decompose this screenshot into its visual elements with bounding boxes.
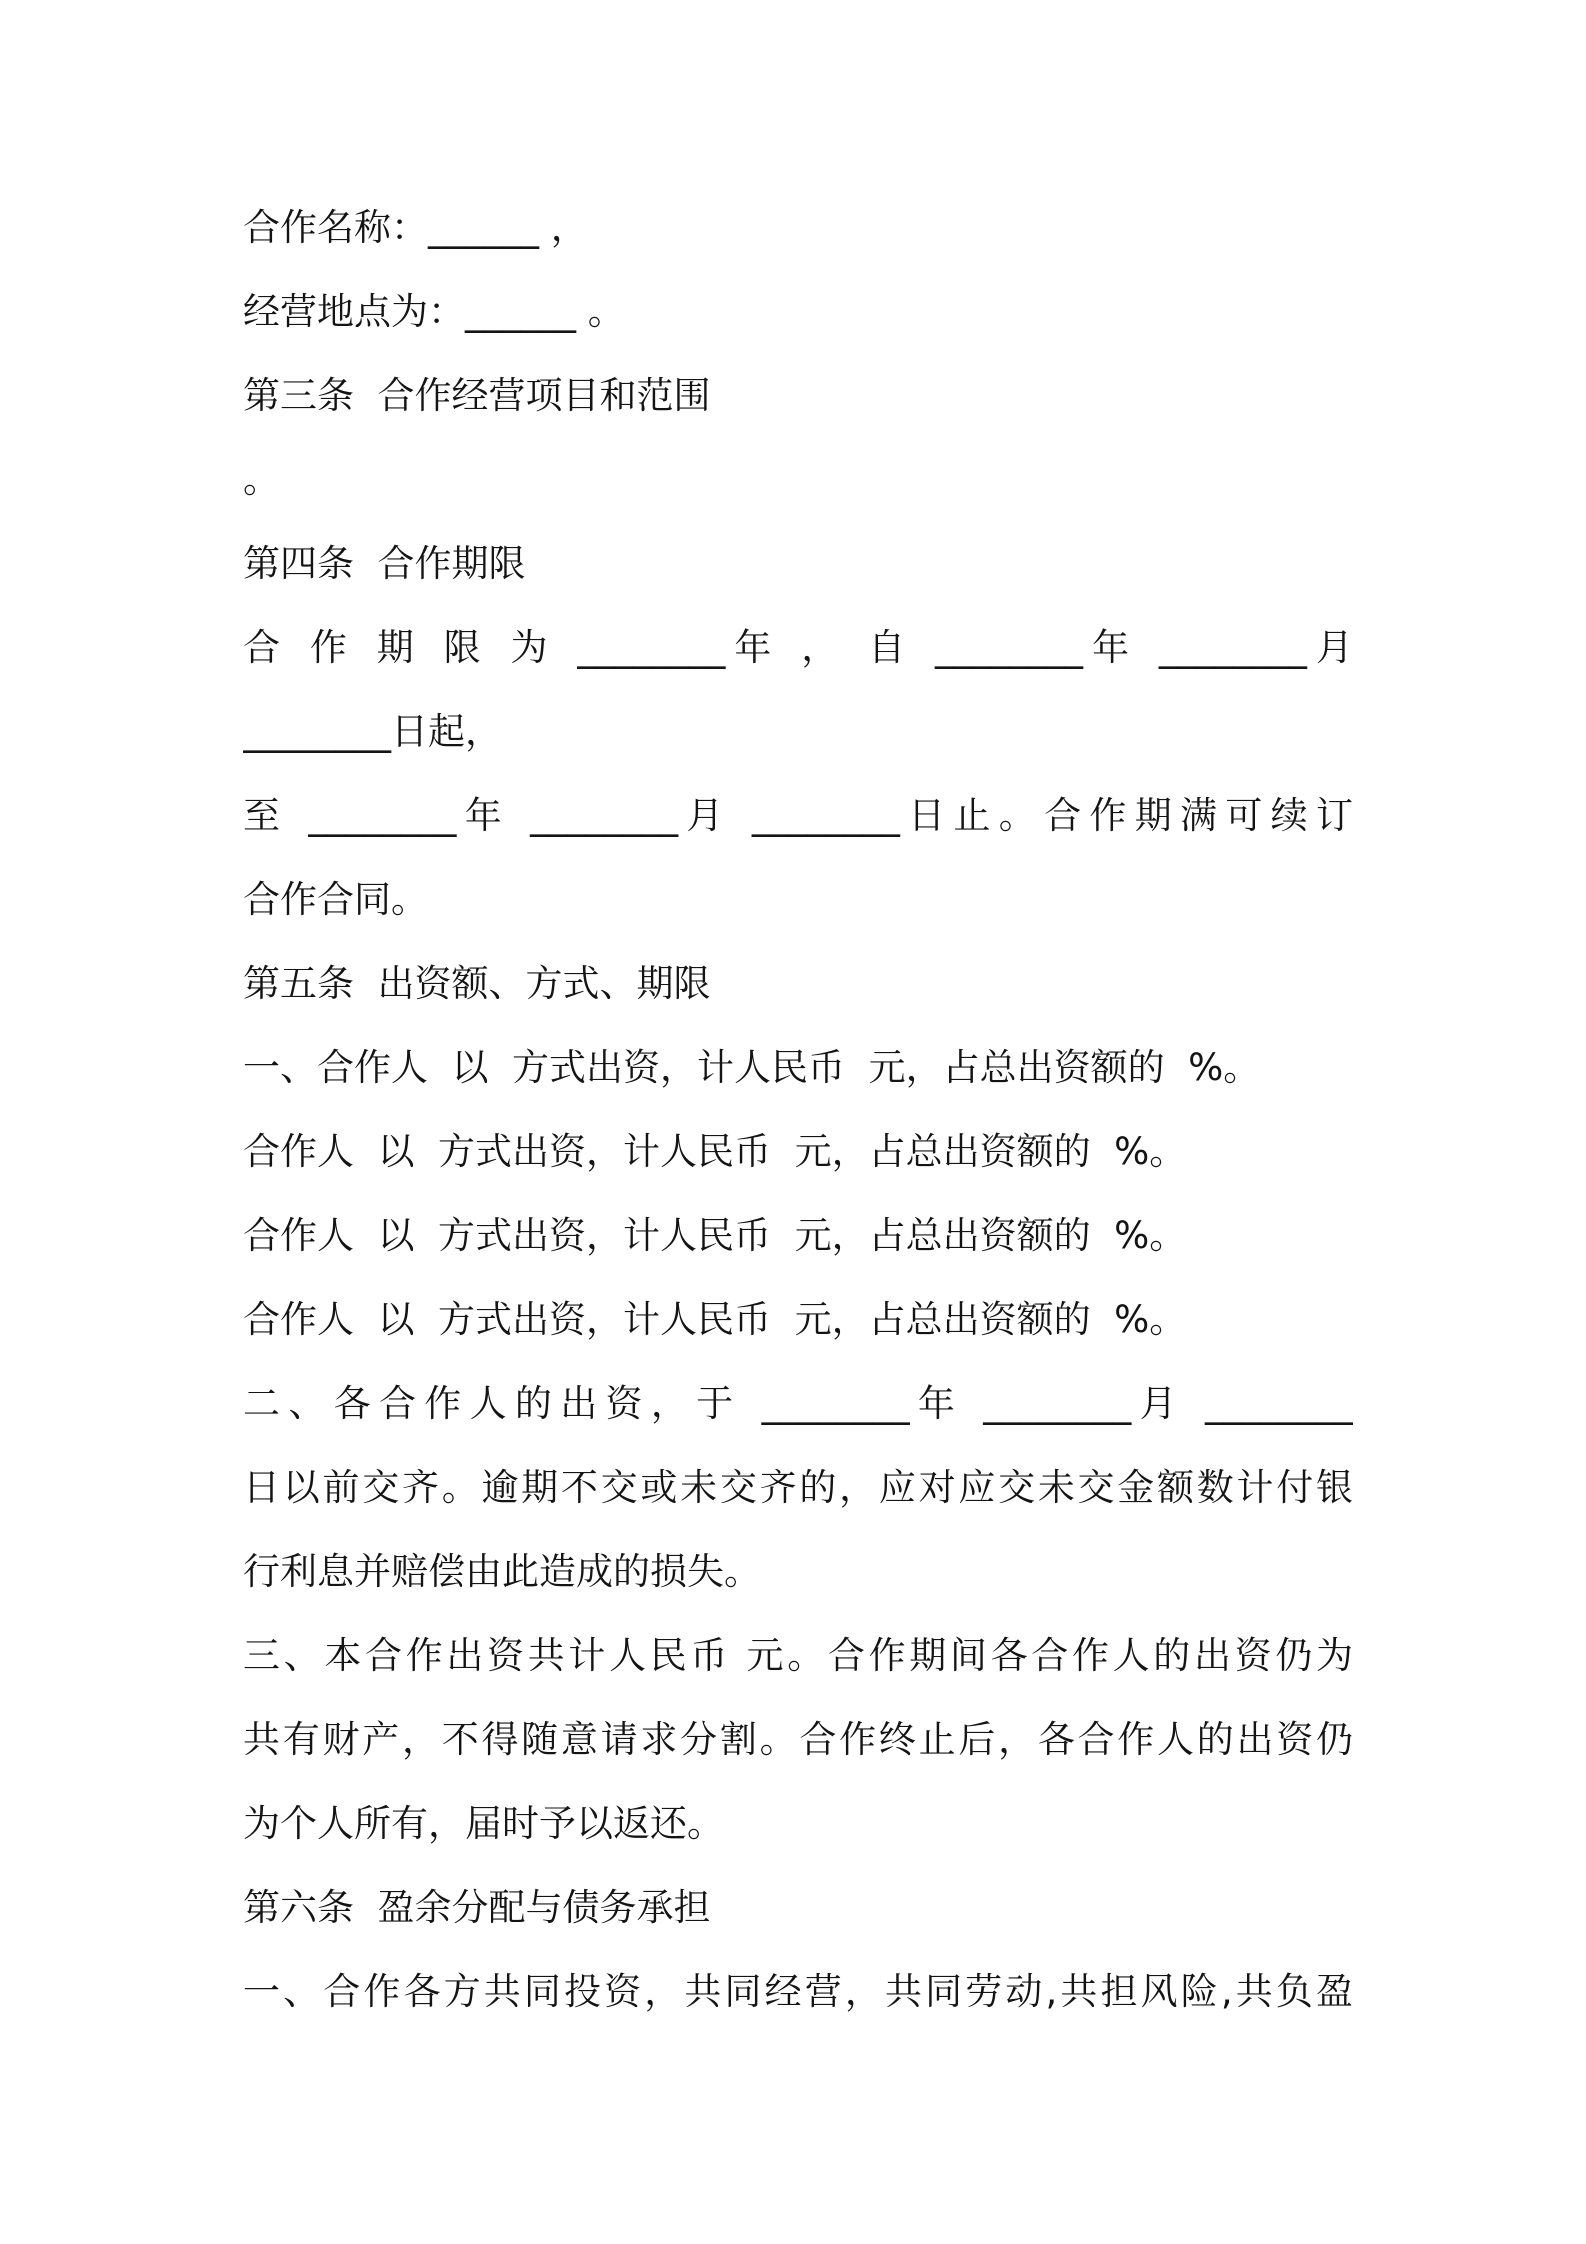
contribution-line-1: 一、合作人 以 方式出资，计人民币 元，占总出资额的 %。 — [243, 1046, 1261, 1089]
contribution-line-3: 合作人 以 方式出资，计人民币 元，占总出资额的 %。 — [243, 1214, 1187, 1257]
article-3-heading: 第三条 合作经营项目和范围 — [243, 374, 711, 417]
total-contribution-line-2: 共有财产，不得随意请求分割。合作终止后，各合作人的出资仍 — [243, 1718, 1353, 1761]
article-5-heading: 第五条 出资额、方式、期限 — [243, 962, 711, 1005]
payment-deadline-line-3: 行利息并赔偿由此造成的损失。 — [243, 1550, 761, 1593]
payment-deadline-line-2: 日以前交齐。逾期不交或未交齐的，应对应交未交金额数计付银 — [243, 1466, 1353, 1509]
contribution-line-4: 合作人 以 方式出资，计人民币 元，占总出资额的 %。 — [243, 1298, 1187, 1341]
business-location-line: 经营地点为：______ 。 — [243, 290, 625, 333]
article-4-heading: 第四条 合作期限 — [243, 542, 526, 585]
article-6-heading: 第六条 盈余分配与债务承担 — [243, 1886, 711, 1929]
contribution-line-2: 合作人 以 方式出资，计人民币 元，占总出资额的 %。 — [243, 1130, 1187, 1173]
term-line-3: 至 ________年 ________月 ________日止。合作期满可续订 — [243, 794, 1353, 837]
term-line-1: 合 作 期 限 为 ________年 ， 自 ________年 ________月 — [243, 626, 1353, 669]
total-contribution-line-1: 三、本合作出资共计人民币 元。合作期间各合作人的出资仍为 — [243, 1634, 1353, 1677]
partnership-name-line: 合作名称：______ ， — [243, 206, 588, 249]
total-contribution-line-3: 为个人所有，届时予以返还。 — [243, 1802, 724, 1845]
payment-deadline-line-1: 二、各合作人的出资，于 ________年 ________月 ________ — [243, 1382, 1353, 1425]
term-line-2: ________日起， — [243, 710, 502, 753]
profit-distribution-line-1: 一、合作各方共同投资，共同经营，共同劳动,共担风险,共负盈 — [243, 1970, 1353, 2013]
term-line-4: 合作合同。 — [243, 878, 428, 921]
article-3-content: 。 — [243, 458, 280, 501]
